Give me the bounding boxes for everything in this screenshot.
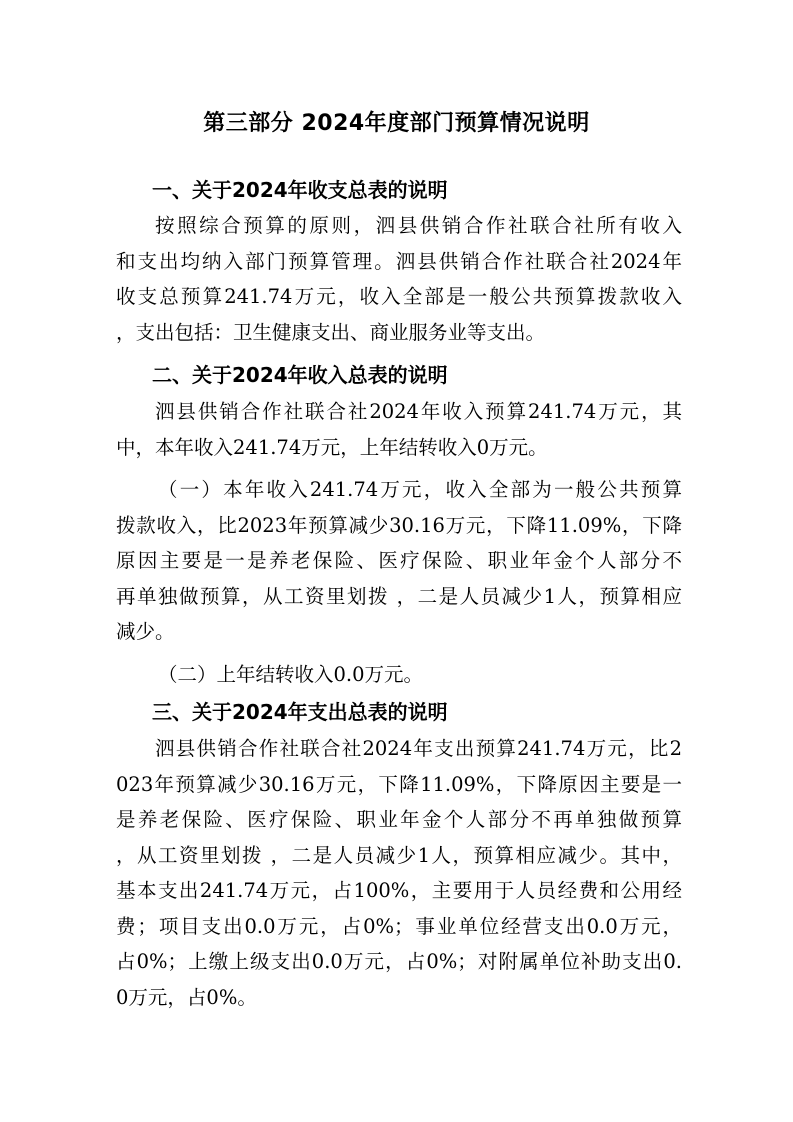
section-1-paragraph-1 [116,208,682,350]
paragraph-line: 023年预算减少30.16万元，下降11.09%，下降原因主要是一 [116,772,682,796]
paragraph-line: 泗县供销合作社联合社2024年支出预算241.74万元，比2 [155,737,682,760]
paragraph-line: ，支出包括：卫生健康支出、商业服务业等支出。 [116,320,546,344]
paragraph-line: 再单独做预算，从工资里划拨 ，二是人员减少1人，预算相应 [116,584,682,608]
paragraph-line: 基本支出241.74万元，占100%，主要用于人员经费和公用经 [116,879,682,902]
section-heading-1: 一、关于2024年收支总表的说明 [152,178,448,202]
paragraph-line: 和支出均纳入部门预算管理。泗县供销合作社联合社2024年 [116,249,682,273]
section-2-paragraph-3 [116,657,682,693]
paragraph-line: 0万元，占0%。 [116,985,257,1009]
section-3-paragraph-1 [116,731,682,1015]
section-heading-3: 三、关于2024年支出总表的说明 [152,700,448,724]
paragraph-line: 按照综合预算的原则，泗县供销合作社联合社所有收入 [155,214,682,237]
paragraph-line: 占0%；上缴上级支出0.0万元，占0%；对附属单位补助支出0. [116,950,682,973]
section-2-paragraph-1 [116,394,682,465]
paragraph-line: （一）本年收入241.74万元，收入全部为一般公共预算 [158,478,682,501]
paragraph-line: 是养老保险、医疗保险、职业年金个人部分不再单独做预算 [116,808,682,831]
paragraph-line: 中，本年收入241.74万元，上年结转收入0万元。 [116,435,548,459]
paragraph-line: 拨款收入，比2023年预算减少30.16万元，下降11.09%，下降 [116,513,682,537]
paragraph-line: 原因主要是一是养老保险、医疗保险、职业年金个人部分不 [116,549,682,572]
paragraph-line: （二）上年结转收入0.0万元。 [158,663,424,686]
paragraph-line: 减少。 [116,620,175,643]
page-title: 第三部分 2024年度部门预算情况说明 [203,111,590,136]
section-2-paragraph-2 [116,472,682,650]
paragraph-line: 费；项目支出0.0万元，占0%；事业单位经营支出0.0万元， [116,914,682,938]
paragraph-line: ，从工资里划拨 ，二是人员减少1人，预算相应减少。其中， [116,843,682,867]
paragraph-line: 收支总预算241.74万元，收入全部是一般公共预算拨款收入 [116,285,682,308]
paragraph-line: 泗县供销合作社联合社2024年收入预算241.74万元，其 [155,400,682,423]
section-heading-2: 二、关于2024年收入总表的说明 [152,363,448,387]
